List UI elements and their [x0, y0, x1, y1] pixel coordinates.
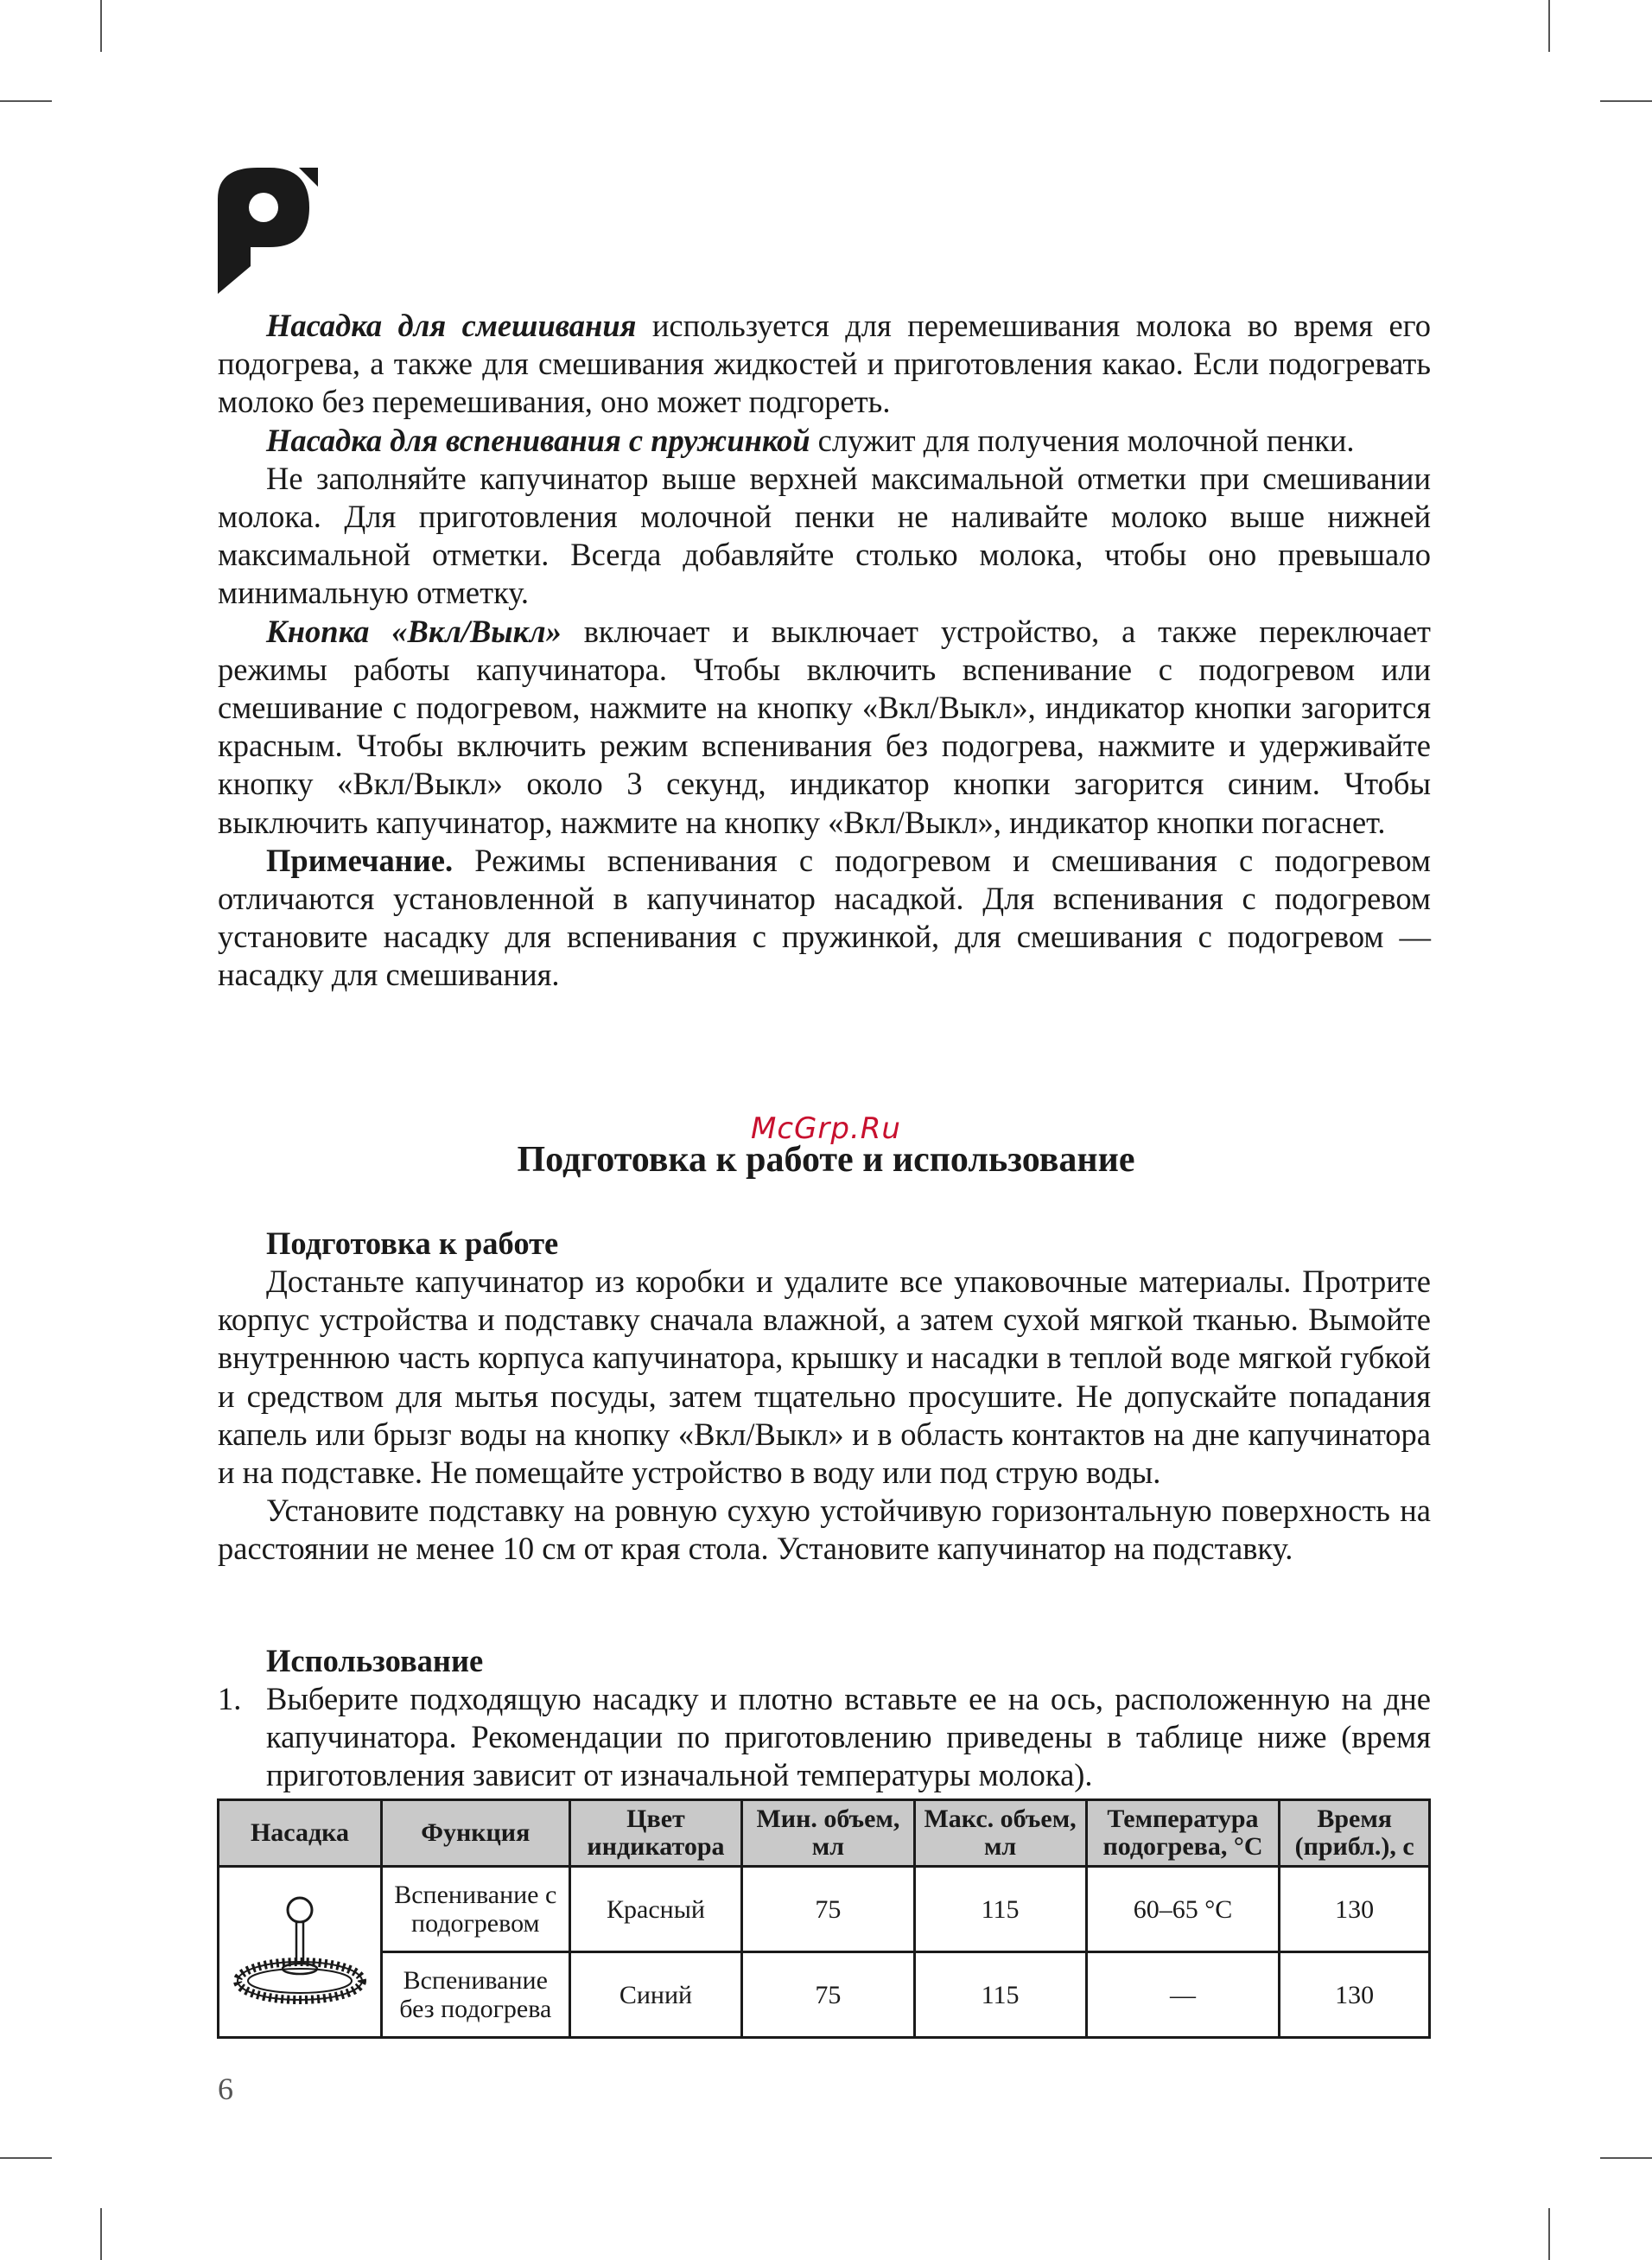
temperature-cell: — [1086, 1952, 1280, 2038]
crop-mark [100, 0, 102, 52]
crop-mark [1600, 100, 1652, 102]
time-cell: 130 [1280, 1952, 1430, 2038]
function-cell: Вспенивание без подогрева [381, 1952, 569, 2038]
spring-whisk-icon [226, 1884, 373, 2014]
list-item: 1. Выберите подходящую насадку и плотно вставьте ее на ось, расположенную на дне капучинатора. Рекомендации по приготовлению приведены в таблице ниже (время приготовления зависит от изначальной температуры молока). [218, 1681, 1431, 1793]
time-cell: 130 [1280, 1867, 1430, 1952]
column-header: Время (прибл.), с [1280, 1800, 1430, 1867]
table-row [219, 1867, 1430, 1952]
intro-text [218, 307, 1431, 995]
watermark: McGrp.Ru [751, 1111, 901, 1146]
min-volume-cell: 75 [742, 1867, 914, 1952]
temperature-cell: 60–65 °С [1086, 1867, 1280, 1952]
prep-heading: Подготовка к работе [266, 1225, 559, 1261]
indicator-cell: Синий [569, 1952, 742, 2038]
prep-text [218, 1263, 1431, 1569]
crop-mark [0, 2157, 52, 2159]
use-list [218, 1680, 1431, 1795]
crop-mark [0, 100, 52, 102]
function-cell: Вспенивание с подогревом [381, 1867, 569, 1952]
use-heading: Использование [266, 1643, 484, 1678]
column-header: Мин. объем, мл [742, 1800, 914, 1867]
table-row [219, 1952, 1430, 2038]
crop-mark [1548, 0, 1550, 52]
column-header: Функция [381, 1800, 569, 1867]
prep-paragraph: Достаньте капучинатор из коробки и удалите все упаковочные материалы. Протрите корпус устройства и подставку сначала влажной, а затем сухой мягкой тканью. Вымойте внутреннюю часть корпуса капучинатора, крышку и насадки в теплой воде мягкой губкой и средством для мытья посуды, затем тщательно просушите. Не допускайте попадания капель или брызг воды на кнопку «Вкл/Выкл» и в область контактов на дне капучинатора и на подставке. Не помещайте устройство в воду или под струю воды. [218, 1264, 1431, 1491]
section-title: Подготовка к работе и использование [517, 1140, 1135, 1180]
attachment-cell [219, 1867, 382, 2038]
indicator-cell: Красный [569, 1867, 742, 1952]
prep-paragraph: Установите подставку на ровную сухую устойчивую горизонтальную поверхность на расстоянии не менее 10 см от края стола. Установите капучинатор на подставку. [218, 1493, 1431, 1567]
paragraph-power-button: Кнопка «Вкл/Выкл» включает и выключает устройство, а также переключает режимы работы капучинатора. Чтобы включить вспенивание с подогревом или смешивание с подогревом, нажмите на кнопку «Вкл/Выкл», индикатор кнопки загорится красным. Чтобы включить режим вспенивания без подогрева, нажмите и удерживайте кнопку «Вкл/Выкл» около 3 секунд, индикатор кнопки загорится синим. Чтобы выключить капучинатор, нажмите на кнопку «Вкл/Выкл», индикатор кнопки погаснет. [218, 613, 1431, 840]
paragraph-mixing-attachment: Насадка для смешивания используется для перемешивания молока во время его подогрева, а также для смешивания жидкостей и приготовления какао. Если подогревать молоко без перемешивания, оно может подгореть. [218, 308, 1431, 420]
max-volume-cell: 115 [914, 1952, 1086, 2038]
column-header: Насадка [219, 1800, 382, 1867]
paragraph-frothing-attachment: Насадка для вспенивания с пружинкой служит для получения молочной пенки. [266, 422, 1355, 458]
crop-mark [1548, 2208, 1550, 2260]
column-header: Макс. объем, мл [914, 1800, 1086, 1867]
table-header-row [219, 1800, 1430, 1867]
p-brand-logo [216, 164, 320, 294]
column-header: Температура подогрева, °С [1086, 1800, 1280, 1867]
paragraph-fill-levels: Не заполняйте капучинатор выше верхней максимальной отметки при смешивании молока. Для приготовления молочной пенки не наливайте молоко выше нижней максимальной отметки. Всегда добавляйте столько молока, чтобы оно превышало минимальную отметку. [218, 460, 1431, 611]
max-volume-cell: 115 [914, 1867, 1086, 1952]
attachment-table [217, 1798, 1431, 2039]
paragraph-note: Примечание. Режимы вспенивания с подогревом и смешивания с подогревом отличаются установленной в капучинатор насадкой. Для вспенивания с подогревом установите насадку для вспенивания с пружинкой, для смешивания с подогревом — насадку для смешивания. [218, 842, 1431, 993]
column-header: Цвет индикатора [569, 1800, 742, 1867]
min-volume-cell: 75 [742, 1952, 914, 2038]
crop-mark [1600, 2157, 1652, 2159]
crop-mark [100, 2208, 102, 2260]
page-number: 6 [218, 2072, 233, 2106]
